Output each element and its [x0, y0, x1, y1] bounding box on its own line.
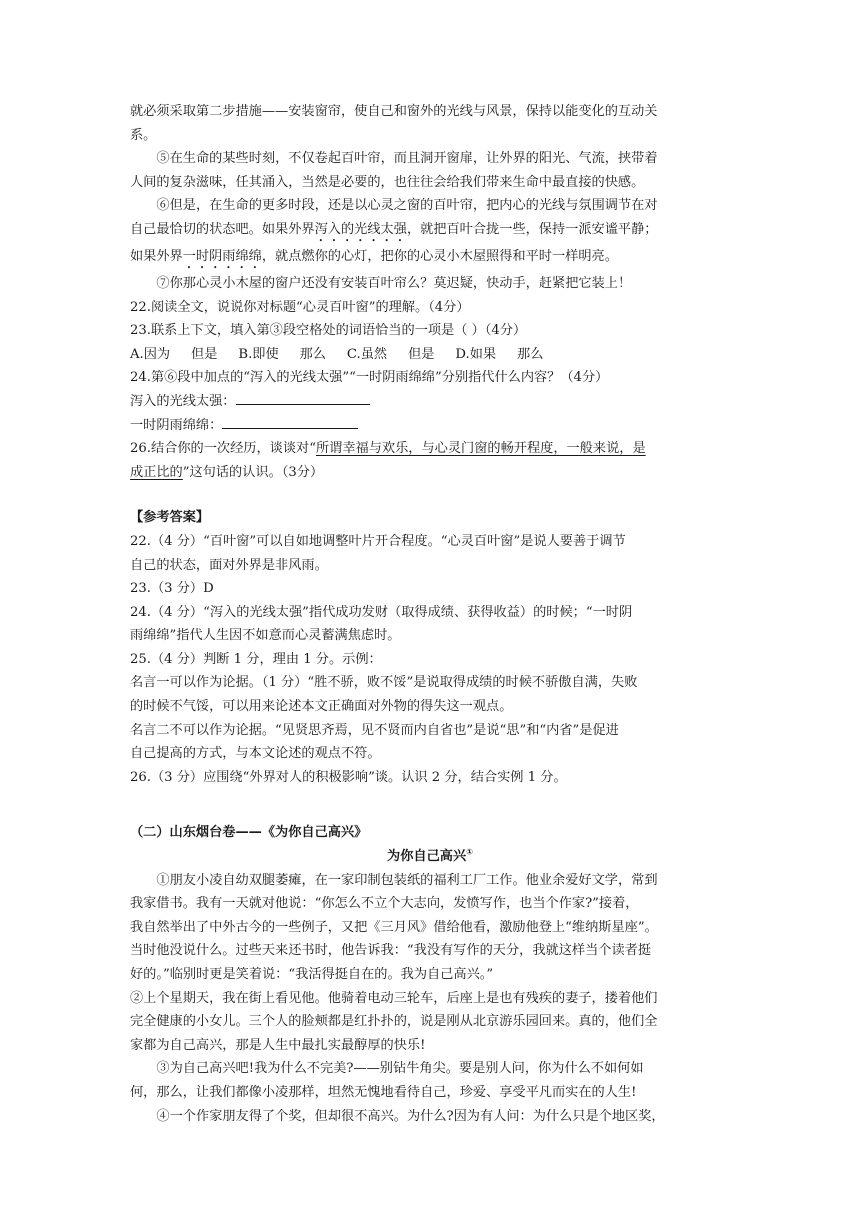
document-page — [130, 100, 730, 1128]
article-title — [130, 845, 730, 869]
blank-label: 一时阴雨绵绵： — [130, 417, 223, 433]
answer-22: 22.（4 分）“百叶窗”可以自如地调整叶片开合程度。“心灵百叶窗”是说人要善于调节 — [130, 533, 626, 549]
question-24-blank-2 — [130, 414, 730, 438]
answer-25-cont: 名言二不可以作为论据。“见贤思齐焉，见不贤而内自省也”是说“思”和“内省”是促进 — [130, 722, 619, 738]
answer-23: 23.（3 分）D — [130, 581, 214, 597]
paragraph-3: ③为自己高兴吧!我为什么不完美?——别钻牛角尖。要是别人问，你为什么不如何如 — [156, 1061, 644, 1077]
text-span: ，就点燃你的心灯，把你的心灵小木屋照得和平时一样明亮。 — [261, 248, 618, 264]
question-22: 22.阅读全文，说说你对标题“心灵百叶窗”的理解。（4分） — [130, 299, 470, 315]
question-24: 24.第⑥段中加点的“泻入的光线太强”“一时阴雨绵绵”分别指代什么内容？（4分） — [130, 370, 609, 386]
answer-25-cont: 的时候不气馁，可以用来论述本文正确面对外物的得失这一观点。 — [130, 699, 513, 715]
paragraph-2: ②上个星期天，我在街上看见他。他骑着电动三轮车，后座上是也有残疾的妻子，搂着他们 — [130, 990, 658, 1006]
passage-text: 人间的复杂滋味，任其涌入，当然是必要的，也往往会给我们带来生命中最直接的快感。 — [130, 174, 645, 190]
passage-text: 何，那么，让我们都像小凌那样，坦然无愧地看待自己，珍爱、享受平凡而实在的人生! — [130, 1084, 637, 1100]
answer-25: 25.（4 分）判断 1 分，理由 1 分。示例： — [130, 651, 382, 667]
underlined-quote: 成正比的 — [130, 464, 183, 480]
answer-25-cont: 名言一可以作为论据。（1 分）“胜不骄，败不馁”是说取得成绩的时候不骄傲自满，失败 — [130, 675, 638, 691]
footnote-marker: ① — [466, 847, 473, 857]
paragraph-6: ⑥但是，在生命的更多时段，还是以心灵之窗的百叶帘，把内心的光线与氛围调节在对 — [156, 198, 658, 214]
answer-24-cont: 雨绵绵”指代人生因不如意而心灵蓄满焦虑时。 — [130, 628, 401, 644]
answer-blank[interactable] — [222, 414, 358, 429]
title-text: 为你自己高兴 — [387, 849, 467, 865]
paragraph-4: ④一个作家朋友得了个奖，但却很不高兴。为什么?因为有人问：为什么只是个地区奖， — [156, 1108, 665, 1124]
passage-text: 就必须采取第二步措施——安装窗帘，使自己和窗外的光线与风景，保持以能变化的互动关 — [130, 104, 658, 119]
question-26-cont — [130, 461, 730, 485]
passage-text: 家都为自己高兴，那是人生中最扎实最醇厚的快乐! — [130, 1037, 426, 1053]
passage-text: 系。 — [130, 127, 157, 143]
passage-text: 我自然举出了中外古今的一些例子，又把《三月风》借给他看，激励他登上“维纳斯星座”。 — [130, 919, 658, 935]
answer-25-cont: 自己提高的方式，与本文论述的观点不符。 — [130, 746, 381, 762]
passage-text — [130, 245, 730, 272]
underlined-quote: 所谓幸福与欢乐，与心灵门窗的畅开程度，一般来说，是 — [315, 441, 646, 457]
passage-text — [130, 218, 730, 245]
question-24-blank-1 — [130, 390, 730, 414]
answer-22-cont: 自己的状态，面对外界是非风雨。 — [130, 557, 328, 573]
question-26 — [130, 437, 730, 461]
answer-26: 26.（3 分）应围绕“外界对人的积极影响”谈。认识 2 分，结合实例 1 分。 — [130, 769, 567, 785]
section-heading: （二）山东烟台卷——《为你自己高兴》 — [130, 825, 368, 841]
blank-label: 泻入的光线太强： — [130, 393, 236, 409]
answers-heading: 【参考答案】 — [130, 510, 210, 526]
answer-24: 24.（4 分）“泻入的光线太强”指代成功发财（取得成绩、获得收益）的时候；“一时阴 — [130, 604, 633, 620]
text-span: ，就把百叶合拢一些，保持一派安谧平静； — [406, 221, 658, 237]
dotted-phrase-strong-light: 泻入的光线太强 — [314, 221, 407, 237]
passage-text: 完全健康的小女儿。三个人的脸颊都是红扑扑的，说是刚从北京游乐园回来。真的，他们全 — [130, 1014, 658, 1030]
passage-text: 好的。”临别时更是笑着说：“我活得挺自在的。我为自己高兴。” — [130, 967, 494, 982]
text-span: 如果外界 — [130, 248, 183, 264]
text-span: 自己最恰切的状态吧。如果外界 — [130, 221, 315, 237]
paragraph-5: ⑤在生命的某些时刻，不仅卷起百叶帘，而且洞开窗扉，让外界的阳光、气流，挟带着 — [156, 151, 658, 167]
question-23-options: A.因为 但是 B.即使 那么 C.虽然 但是 D.如果 那么 — [130, 346, 544, 362]
text-span: ”这句话的认识。（3分） — [182, 464, 324, 480]
passage-text: 当时他没说什么。过些天来还书时，他告诉我：“我没有写作的天分，我就这样当个读者挺 — [130, 943, 652, 959]
dotted-phrase-rainy: 一时阴雨绵绵 — [182, 248, 262, 264]
paragraph-7: ⑦你那心灵小木屋的窗户还没有安装百叶帘么？莫迟疑，快动手，赶紧把它装上！ — [156, 275, 632, 291]
answer-blank[interactable] — [236, 390, 370, 405]
passage-text: 我家借书。我有一天就对他说：“你怎么不立个大志向，发愤写作，也当个作家?”接着， — [130, 896, 639, 912]
paragraph-1: ①朋友小凌自幼双腿萎瘫，在一家印制包装纸的福利工厂工作。他业余爱好文学，常到 — [156, 872, 658, 888]
text-span: 26.结合你的一次经历，谈谈对“ — [130, 441, 316, 457]
question-23: 23.联系上下文，填入第③段空格处的词语恰当的一项是（ ）（4分） — [130, 323, 527, 339]
